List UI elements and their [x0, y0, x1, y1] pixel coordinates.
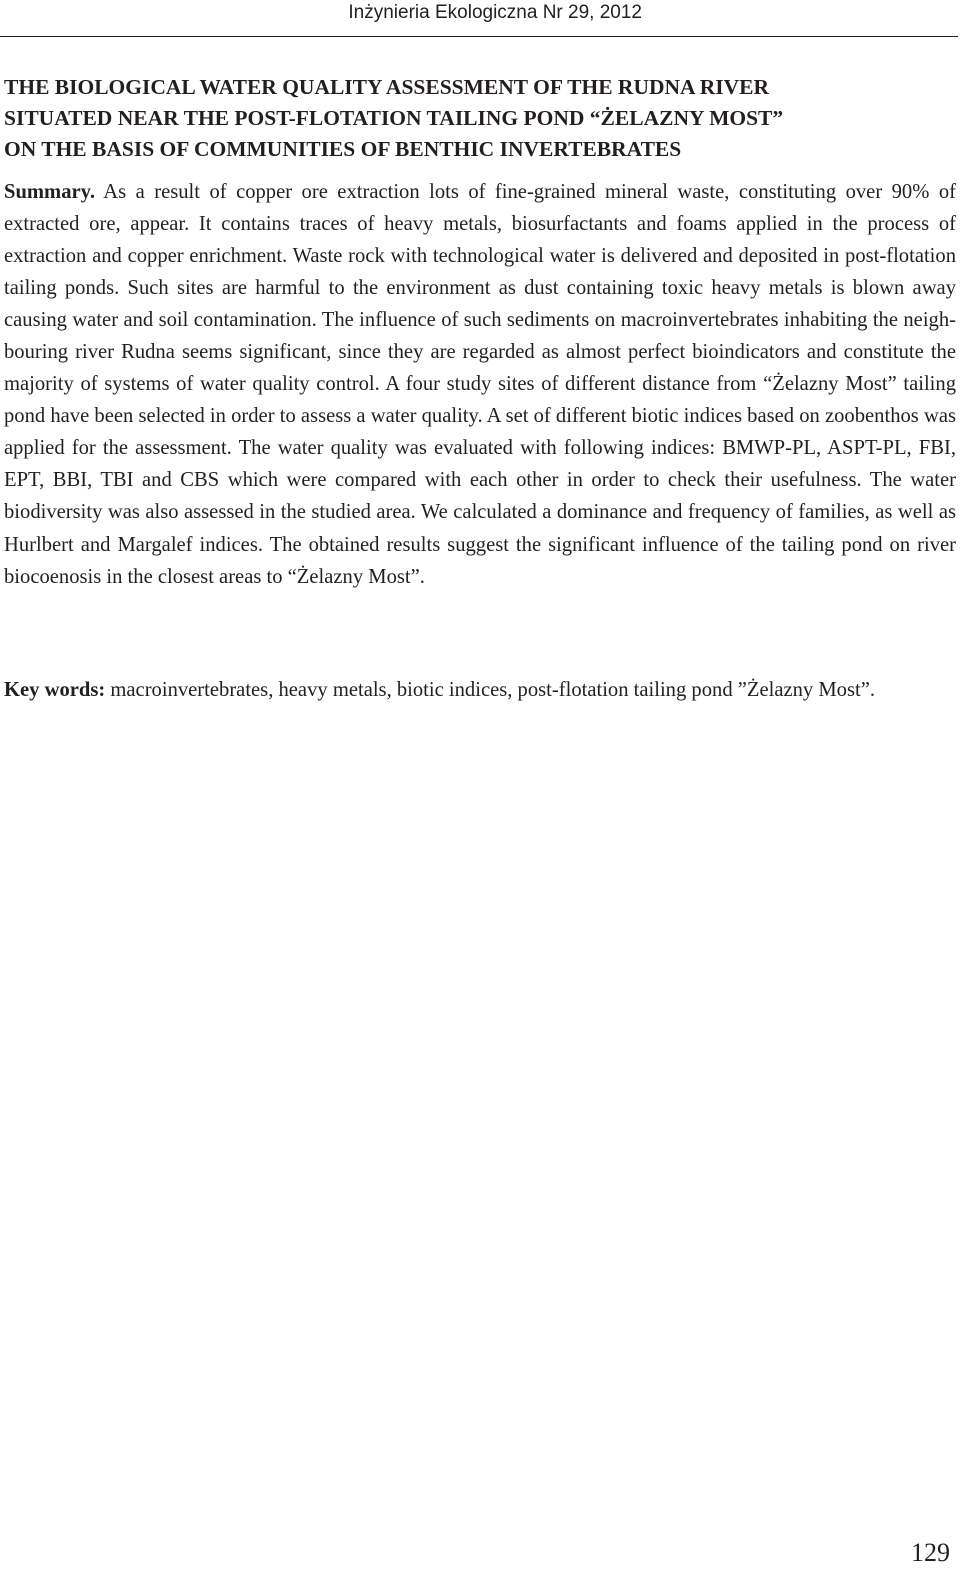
header-rule [0, 36, 958, 37]
summary-text: As a result of copper ore extraction lots of fine-grained mineral waste, constituting over 90% of extracted ore, appear. It contains traces of heavy metals, biosurfactants and foams applied in the process of extraction and copper enrichment. Waste rock with technological water is delivered and deposited in post-flotation tailing ponds. Such sites are harmful to the environment as dust containing toxic heavy metals is blown away causing water and soil contamination. The influence of such sediments on macroinvertebrates inhabiting the neighbouring river Rudna seems significant, since they are regarded as almost perfect bioindicators and constitute the majority of systems of water quality control. A four study sites of different distance from “Żelazny Most” tailing pond have been selected in order to assess a water quality. A set of different biotic indices based on zoobenthos was applied for the assessment. The water quality was evaluated with following indices: BMWP-PL, ASPT-PL, FBI, EPT, BBI, TBI and CBS which were compared with each other in order to check their usefulness. The water biodiversity was also assessed in the studied area. We calculated a dominance and frequency of families, as well as Hurlbert and Margalef indices. The obtained results suggest the significant influence of the tailing pond on river biocoenosis in the closest areas to “Żelazny Most”. [4, 181, 956, 588]
article-title [4, 72, 944, 165]
summary-label: Summary. [4, 181, 95, 203]
running-head: Inżynieria Ekologiczna Nr 29, 2012 [348, 2, 642, 23]
keywords-paragraph [4, 674, 956, 706]
article-title-line-1: THE BIOLOGICAL WATER QUALITY ASSESSMENT OF THE RUDNA RIVER [4, 75, 770, 99]
article-title-line-2: SITUATED NEAR THE POST-FLOTATION TAILING POND “ŻELAZNY MOST” [4, 106, 784, 130]
keywords-label: Key words: [4, 679, 106, 701]
keywords-text: macroinvertebrates, heavy metals, biotic indices, post-flotation tailing pond ”Żelazny Most”. [105, 679, 876, 701]
summary-paragraph [4, 176, 956, 593]
page-number: 129 [911, 1538, 950, 1567]
article-title-line-3: ON THE BASIS OF COMMUNITIES OF BENTHIC INVERTEBRATES [4, 137, 682, 161]
